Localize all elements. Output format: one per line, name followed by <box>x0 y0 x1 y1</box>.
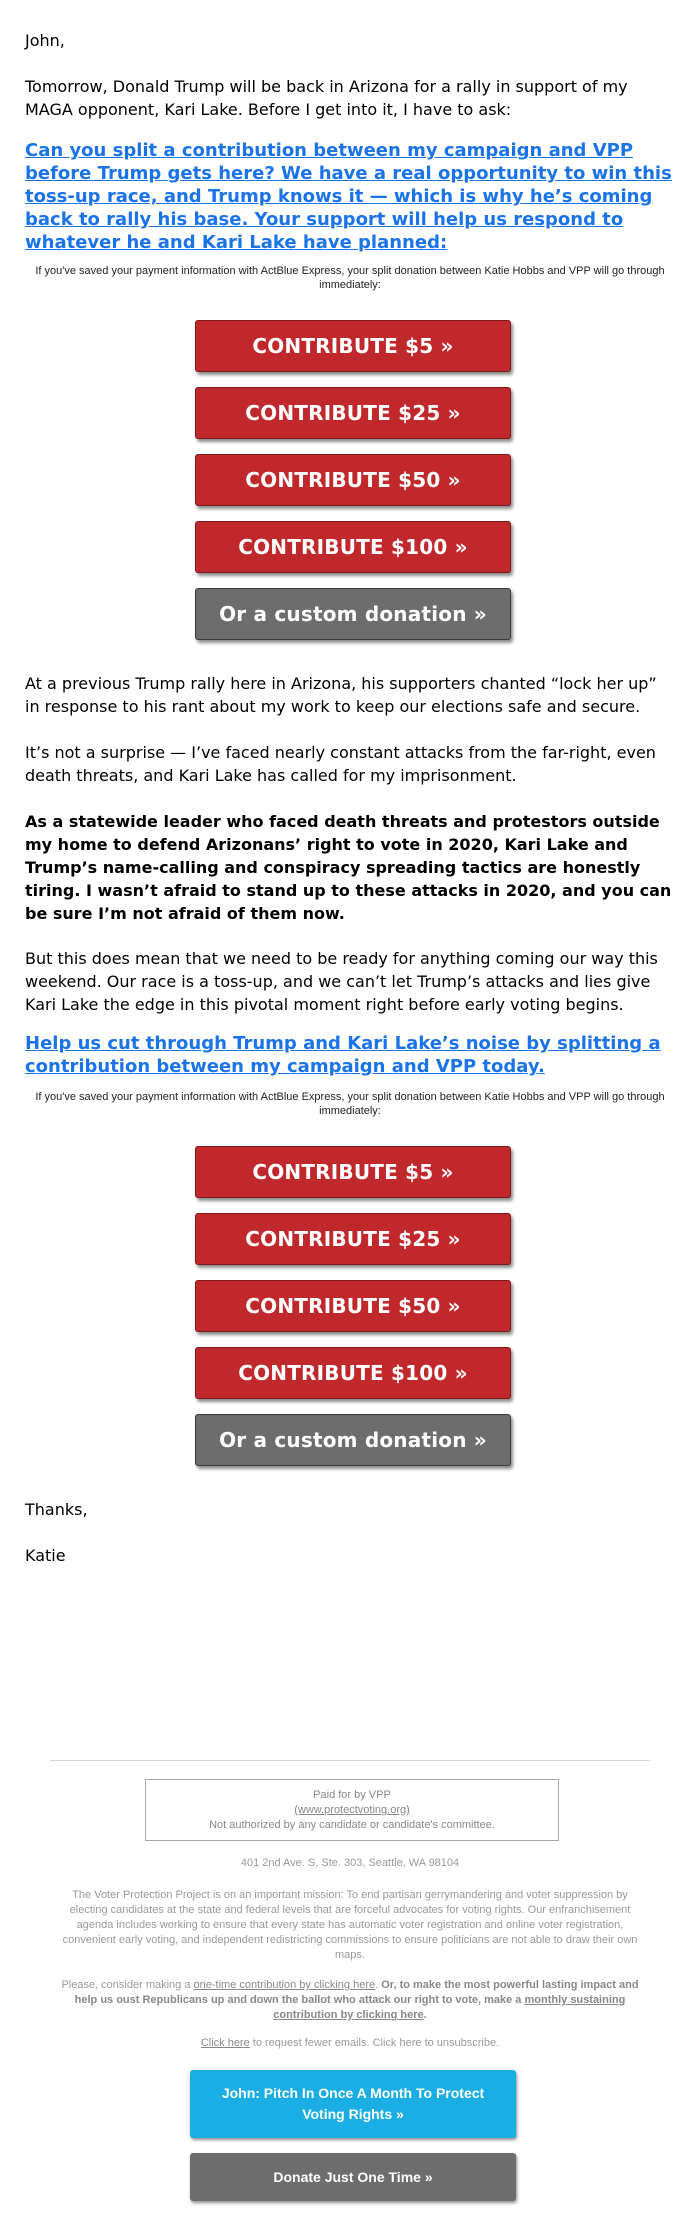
monthly-donation-button[interactable]: John: Pitch In Once A Month To Protect Voting Rights » <box>190 2070 516 2138</box>
contribute-100-button-2[interactable]: CONTRIBUTE $100 » <box>195 1347 511 1399</box>
paid-for-disclaimer <box>145 1779 559 1841</box>
footer-mission: The Voter Protection Project is on an important mission: To end partisan gerrymandering and voter suppression by electing candidates at the state and federal levels that are forceful advocates for voting rights. Our enfranchisement agenda includes working to ensure that every state has automatic voter registration and online voter registration, convenient early voting, and independent redistricting commissions to ensure politicians are not able to draw their own maps. <box>62 1889 638 1961</box>
consider-mid: . <box>375 1979 382 1991</box>
monthly-contribution-link[interactable]: monthly sustaining contribution by clicking here <box>273 1994 626 2021</box>
greeting: John, <box>25 31 65 50</box>
signoff: Thanks, <box>25 1500 88 1519</box>
death-threats-paragraph: As a statewide leader who faced death threats and protestors outside my home to defend Arizonans’ right to vote in 2020, Kari Lake and Trump’s name-calling and conspiracy spreading tactics are honestly tiring. I wasn’t afraid to stand up to these attacks in 2020, and you can be sure I’m not afraid of them now. <box>25 812 672 923</box>
contribute-5-button[interactable]: CONTRIBUTE $5 » <box>195 320 511 372</box>
paid-url-link[interactable]: (www.protectvoting.org) <box>294 1804 410 1816</box>
consider-bold-end: . <box>423 2009 427 2021</box>
custom-donation-button-2[interactable]: Or a custom donation » <box>195 1414 511 1466</box>
actblue-express-note: If you've saved your payment information with ActBlue Express, your split donation between Katie Hobbs and VPP will go through immediately: <box>35 265 665 291</box>
contribute-50-button-2[interactable]: CONTRIBUTE $50 » <box>195 1280 511 1332</box>
paid-disclaimer: Not authorized by any candidate or candidate's committee. <box>209 1819 495 1831</box>
fewer-emails-link[interactable]: Click here <box>200 2037 250 2049</box>
split-contribution-link[interactable]: Can you split a contribution between my campaign and VPP before Trump gets here? We have a real opportunity to win this toss-up race, and Trump knows it — which is why he’s coming back to rally his base. Your support will help us respond to whatever he and Kari Lake have planned: <box>25 140 672 253</box>
contribute-25-button[interactable]: CONTRIBUTE $25 » <box>195 387 511 439</box>
contribute-25-button-2[interactable]: CONTRIBUTE $25 » <box>195 1213 511 1265</box>
footer-email-prefs <box>60 2036 640 2051</box>
footer-consider <box>60 1978 640 2023</box>
consider-prefix: Please, consider making a <box>61 1979 194 1991</box>
signature: Katie <box>25 1546 66 1565</box>
toss-up-paragraph: But this does mean that we need to be ready for anything coming our way this weekend. Our race is a toss-up, and we can’t let Trump’s attacks and lies give Kari Lake the edge in this pivotal moment right before early voting begins. <box>25 949 658 1014</box>
intro-paragraph: Tomorrow, Donald Trump will be back in Arizona for a rally in support of my MAGA opponent, Kari Lake. Before I get into it, I have to ask: <box>25 77 628 119</box>
consider-bold-text: Or, to make the most powerful lasting impact and help us oust Republicans up and down the ballot who attack our right to vote, make a <box>74 1979 639 2006</box>
contribute-50-button[interactable]: CONTRIBUTE $50 » <box>195 454 511 506</box>
actblue-express-note-2: If you've saved your payment information with ActBlue Express, your split donation between Katie Hobbs and VPP will go through immediately: <box>35 1091 665 1117</box>
cut-through-noise-link[interactable]: Help us cut through Trump and Kari Lake’s noise by splitting a contribution between my campaign and VPP today. <box>25 1033 661 1077</box>
footer-address: 401 2nd Ave. S, Ste. 303, Seattle, WA 98104 <box>240 1857 460 1869</box>
attacks-paragraph: It’s not a surprise — I’ve faced nearly constant attacks from the far-right, even death threats, and Kari Lake has called for my imprisonment. <box>25 743 656 785</box>
custom-donation-button[interactable]: Or a custom donation » <box>195 588 511 640</box>
one-time-donation-button[interactable]: Donate Just One Time » <box>190 2153 516 2201</box>
contribute-100-button[interactable]: CONTRIBUTE $100 » <box>195 521 511 573</box>
contribute-5-button-2[interactable]: CONTRIBUTE $5 » <box>195 1146 511 1198</box>
fewer-emails-text: to request fewer emails. Click here to unsubscribe. <box>249 2037 500 2049</box>
footer-divider <box>50 1760 650 1761</box>
rally-paragraph: At a previous Trump rally here in Arizona, his supporters chanted “lock her up” in response to his rant about my work to keep our elections safe and secure. <box>25 674 657 716</box>
paid-line: Paid for by VPP <box>313 1789 391 1801</box>
one-time-contribution-link[interactable]: one-time contribution by clicking here <box>193 1979 376 1991</box>
